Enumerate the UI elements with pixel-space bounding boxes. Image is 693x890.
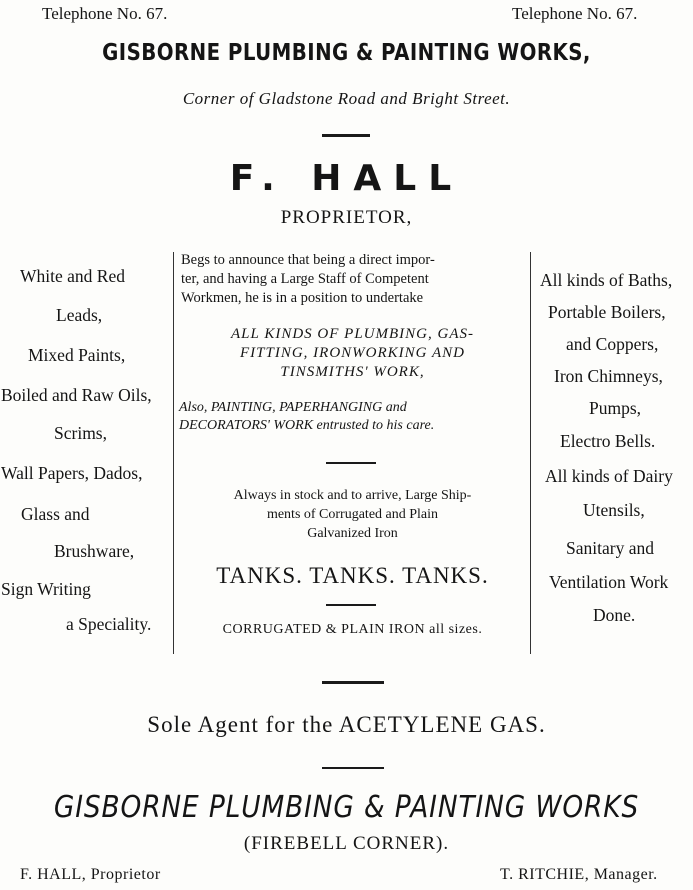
proprietor-name: F. HALL [229,158,464,199]
telephone-right: Telephone No. 67. [512,4,638,23]
left-item: White and Red [20,266,125,286]
stock-note [175,486,530,543]
divider [326,604,376,606]
divider [322,134,370,137]
sole-agent: Sole Agent for the ACETYLENE GAS. [147,712,546,737]
headline: GISBORNE PLUMBING & PAINTING WORKS, [102,40,591,66]
telephone-left: Telephone No. 67. [42,4,168,23]
right-item: All kinds of Dairy [545,466,673,486]
tanks-banner: TANKS. TANKS. TANKS. [216,563,489,588]
right-item: Portable Boilers, [548,302,666,322]
right-item: Pumps, [589,398,642,418]
stock-line: Always in stock and to arrive, Large Ship- [233,488,472,503]
left-item: Boiled and Raw Oils, [1,385,152,405]
left-item: Glass and [21,504,90,524]
right-item: Ventilation Work [549,572,669,592]
left-item: Leads, [56,305,103,325]
right-item: Iron Chimneys, [554,366,663,386]
right-item: Utensils, [583,500,645,520]
column-separator-right [530,252,531,654]
footer-subtitle: (FIREBELL CORNER). [243,833,450,854]
announcement-line: Begs to announce that being a direct impor- [181,252,435,268]
footer-headline: GISBORNE PLUMBING & PAINTING WORKS [53,790,640,825]
announcement-line: Workmen, he is in a position to undertake [181,290,424,306]
announcement-line: ter, and having a Large Staff of Competent [181,271,429,287]
column-separator-left [173,252,174,654]
divider [326,462,376,464]
announcement [175,251,542,308]
services-line: TINSMITHS' WORK, [280,364,425,380]
left-item: Scrims, [54,423,107,443]
services-line: ALL KINDS OF PLUMBING, GAS- [231,326,474,342]
stock-line: ments of Corrugated and Plain [266,507,439,522]
footer-manager: T. RITCHIE, Manager. [500,866,658,883]
left-item: Sign Writing [1,579,91,599]
right-item: and Coppers, [566,334,659,354]
proprietor-label: PROPRIETOR, [280,207,413,228]
left-item: Mixed Paints, [28,345,126,365]
left-item: a Speciality. [66,614,152,634]
right-item: Sanitary and [566,538,654,558]
painting-line: DECORATORS' WORK entrusted to his care. [179,418,435,433]
divider [322,767,384,769]
painting-line: Also, PAINTING, PAPERHANGING and [179,400,407,415]
painting-note [175,399,534,435]
divider [322,681,384,684]
services [175,325,530,382]
address: Corner of Gladstone Road and Bright Street. [182,89,511,108]
services-line: FITTING, IRONWORKING AND [240,345,465,361]
corrugated-note: CORRUGATED & PLAIN IRON all sizes. [222,622,483,637]
footer-proprietor: F. HALL, Proprietor [20,866,161,883]
right-item: Electro Bells. [560,431,656,451]
right-item: Done. [593,605,636,625]
stock-line: Galvanized Iron [307,526,398,541]
left-item: Brushware, [54,541,135,561]
left-item: Wall Papers, Dados, [1,463,143,483]
right-item: All kinds of Baths, [540,270,673,290]
